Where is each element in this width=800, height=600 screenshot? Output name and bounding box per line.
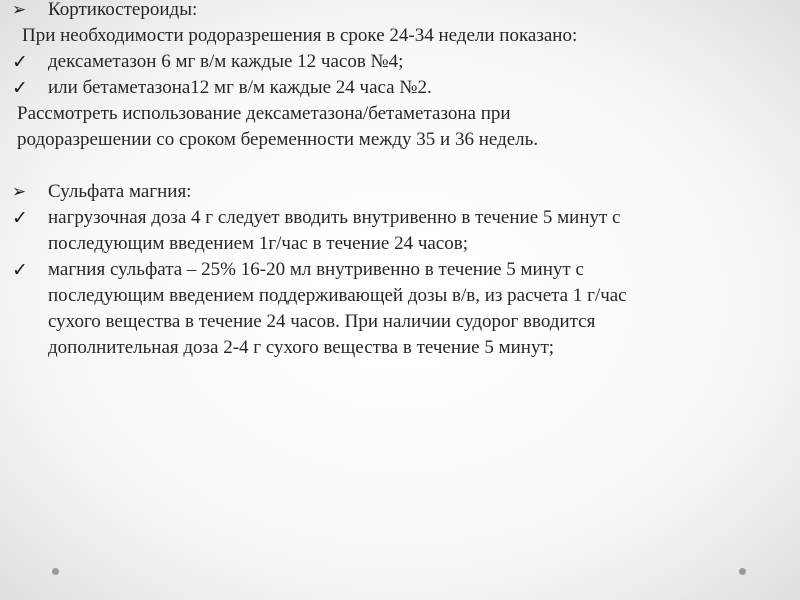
list-item-magnesium-line-4: дополнительная доза 2-4 г сухого вещества в течение 5 минут; — [48, 337, 555, 358]
check-bullet-icon: ✓ — [12, 51, 28, 73]
section-heading-corticosteroids: Кортикостероиды: — [48, 0, 198, 20]
decorative-dot-left — [52, 568, 59, 575]
check-bullet-icon: ✓ — [12, 77, 28, 99]
list-item-magnesium-line-2: последующим введением поддерживающей дозы в/в, из расчета 1 г/час — [48, 285, 627, 306]
section-intro: При необходимости родоразрешения в сроке 24-34 недели показано: — [22, 25, 578, 46]
list-item-betamethasone: или бетаметазона12 мг в/м каждые 24 часа №2. — [48, 77, 432, 98]
arrow-bullet-icon: ➢ — [12, 0, 27, 20]
list-item-magnesium-line-3: сухого вещества в течение 24 часов. При наличии судорог вводится — [48, 311, 596, 332]
arrow-bullet-icon: ➢ — [12, 182, 27, 202]
list-item-loading-dose-line-1: нагрузочная доза 4 г следует вводить внутривенно в течение 5 минут с — [48, 207, 621, 228]
note-line-2: родоразрешении со сроком беременности между 35 и 36 недель. — [17, 129, 539, 150]
decorative-dot-right — [739, 568, 746, 575]
list-item-magnesium-line-1: магния сульфата – 25% 16-20 мл внутривенно в течение 5 минут с — [48, 259, 584, 280]
list-item-loading-dose-line-2: последующим введением 1г/час в течение 24 часов; — [48, 233, 468, 254]
list-item-dexamethasone: дексаметазон 6 мг в/м каждые 12 часов №4; — [48, 51, 404, 72]
section-heading-magnesium: Сульфата магния: — [48, 181, 192, 202]
check-bullet-icon: ✓ — [12, 207, 28, 229]
note-line-1: Рассмотреть использование дексаметазона/бетаметазона при — [17, 103, 511, 124]
check-bullet-icon: ✓ — [12, 259, 28, 281]
